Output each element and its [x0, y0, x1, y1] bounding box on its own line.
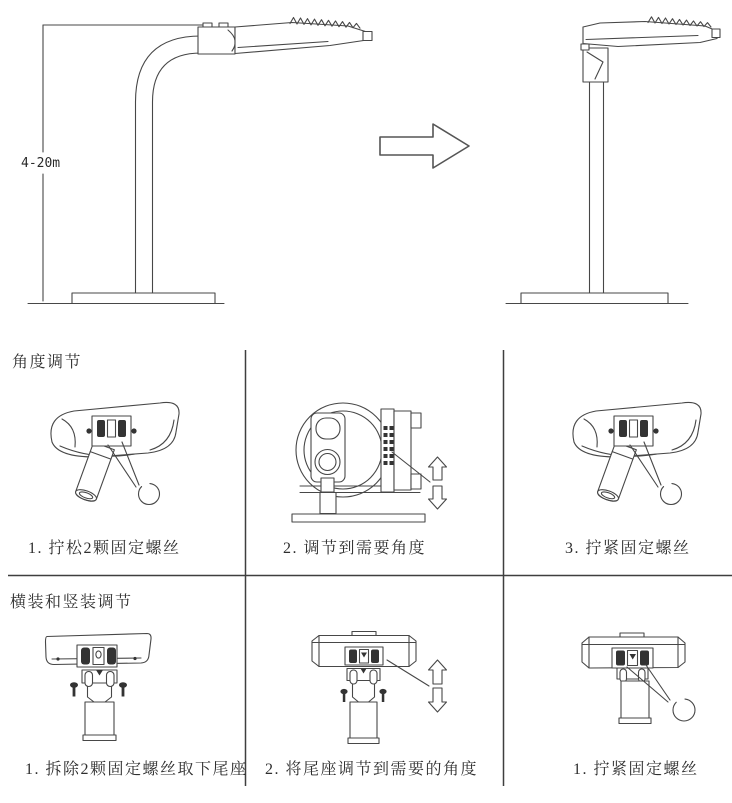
transform-arrow-icon	[380, 124, 469, 168]
down-arrow-icon	[429, 688, 447, 712]
angle-step1-caption: 1. 拧松2颗固定螺丝	[28, 540, 181, 557]
up-arrow-icon	[429, 457, 447, 480]
mount-step2-drawing	[312, 632, 447, 744]
angle-step3-drawing	[573, 402, 701, 504]
angle-step2-drawing	[292, 403, 447, 522]
angle-step3-caption: 3. 拧紧固定螺丝	[565, 540, 691, 557]
vertical-mount-pole-drawing	[506, 17, 720, 304]
up-arrow-icon	[429, 660, 447, 684]
mount-step3-caption: 1. 拧紧固定螺丝	[573, 761, 699, 778]
height-dimension	[21, 25, 204, 301]
fixing-screws	[70, 682, 127, 696]
mount-step1-drawing	[46, 634, 152, 741]
horizontal-mount-pole-drawing	[28, 18, 372, 304]
angle-step2-caption: 2. 调节到需要角度	[283, 540, 427, 557]
mount-step3-drawing	[582, 633, 695, 724]
height-dimension-label: 4-20m	[21, 156, 61, 171]
angle-step1-drawing	[51, 402, 179, 504]
down-arrow-icon	[429, 486, 447, 509]
mount-step2-caption: 2. 将尾座调节到需要的角度	[265, 761, 479, 778]
section-title-angle-adjust: 角度调节	[12, 354, 83, 371]
fixing-screws	[340, 689, 386, 702]
mount-step1-caption: 1. 拆除2颗固定螺丝取下尾座	[25, 761, 248, 778]
section-title-mount-adjust: 横装和竖装调节	[10, 594, 133, 611]
